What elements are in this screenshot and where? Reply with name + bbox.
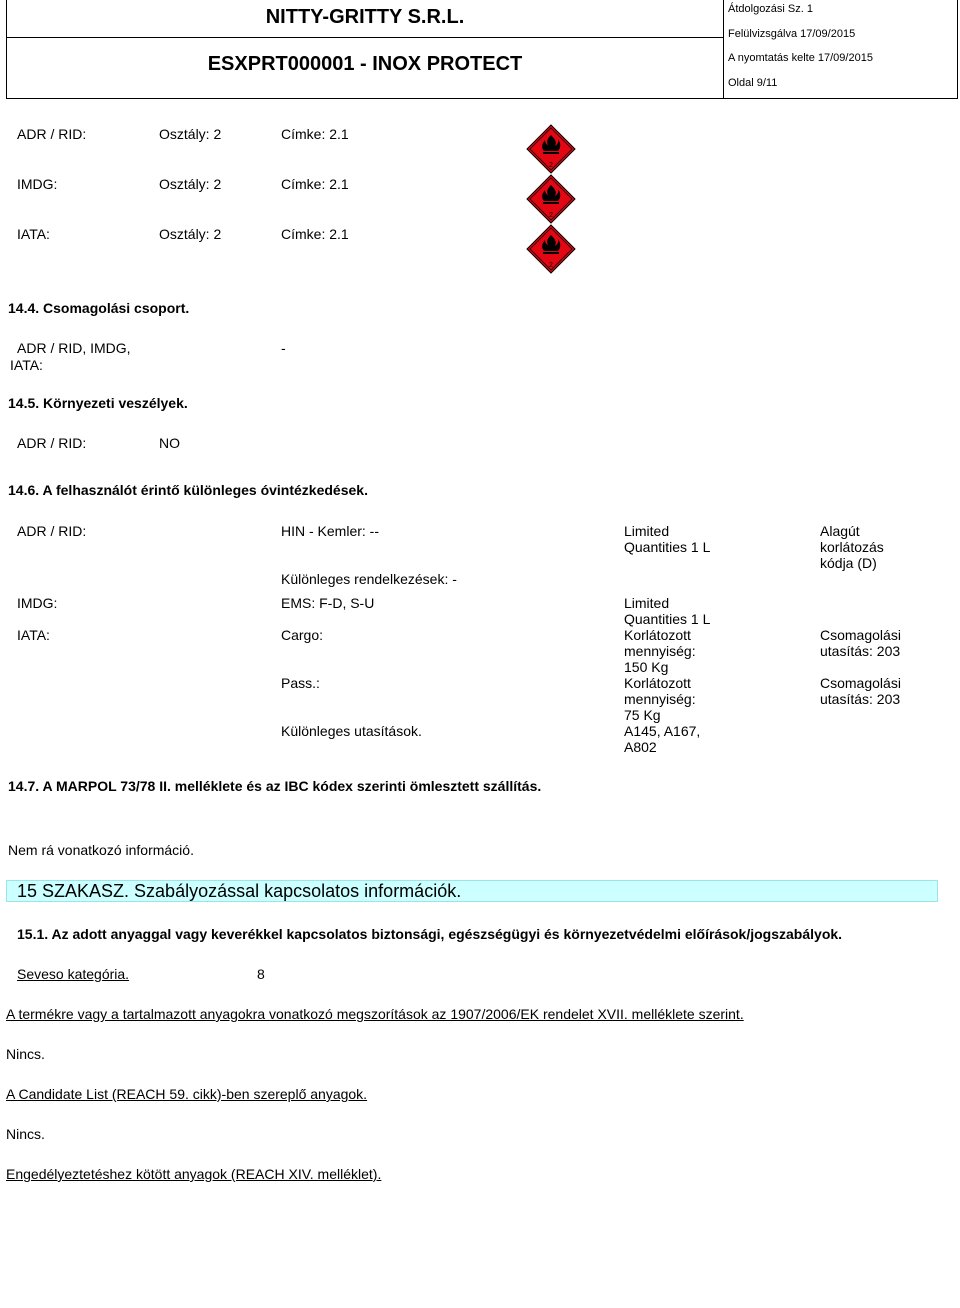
iata-special-instructions-label: Különleges utasítások. [281,723,422,739]
review-date: Felülvizsgálva 17/09/2015 [728,28,856,40]
transport-mode-imdg: IMDG: [17,176,58,192]
imdg-limited-quantities-l2: Quantities 1 L [624,611,711,627]
transport-label-imdg: Címke: 2.1 [281,176,349,192]
precautions-iata-mode: IATA: [17,627,50,643]
seveso-category-label: Seveso kategória. [17,966,130,982]
flammable-gas-pictogram-iata [526,224,576,274]
iata-pass-packing-l2: utasítás: 203 [820,691,901,707]
revision-number: Átdolgozási Sz. 1 [728,3,813,15]
iata-special-instructions-l1: A145, A167, [624,723,701,739]
header-divider-vertical [723,0,724,99]
precautions-imdg-mode: IMDG: [17,595,58,611]
document-header [6,0,958,99]
iata-cargo-quantity-l1: Korlátozott [624,627,691,643]
section-14-5-mode: ADR / RID: [17,435,87,451]
adr-limited-quantities-l1: Limited [624,523,670,539]
adr-tunnel-code-l3: kódja (D) [820,555,877,571]
transport-label-iata: Címke: 2.1 [281,226,349,242]
seveso-category-value: 8 [257,966,265,982]
section-15-header [6,880,938,902]
adr-hin-kemler: HIN - Kemler: -- [281,523,379,539]
adr-special-provisions: Különleges rendelkezések: - [281,571,457,587]
imdg-limited-quantities-l1: Limited [624,595,670,611]
iata-cargo-packing-l1: Csomagolási [820,627,901,643]
adr-tunnel-code-l2: korlátozás [820,539,884,555]
reach-restrictions-title: A termékre vagy a tartalmazott anyagokra vonatkozó megszorítások az 1907/2006/EK rendelet XVII. melléklete szerint. [6,1006,744,1022]
adr-tunnel-code-l1: Alagút [820,523,860,539]
transport-class-iata: Osztály: 2 [159,226,222,242]
company-name: NITTY-GRITTY S.R.L. [265,6,465,28]
iata-pass-quantity-l1: Korlátozott [624,675,691,691]
section-15-title: 15 SZAKASZ. Szabályozással kapcsolatos információk. [17,881,462,901]
svg-text:2: 2 [549,212,553,219]
section-14-4-mode-line2: IATA: [10,357,43,373]
environmental-hazard-value: NO [159,435,180,451]
candidate-list-title: A Candidate List (REACH 59. cikk)-ben szereplő anyagok. [6,1086,368,1102]
section-14-4-title: 14.4. Csomagolási csoport. [8,300,190,316]
transport-mode-adr: ADR / RID: [17,126,87,142]
imdg-ems: EMS: F-D, S-U [281,595,375,611]
section-14-7-title: 14.7. A MARPOL 73/78 II. melléklete és az IBC kódex szerinti ömlesztett szállítás. [8,778,542,794]
iata-special-instructions-l2: A802 [624,739,657,755]
section-14-4-mode-line1: ADR / RID, IMDG, [17,340,131,356]
transport-label-adr: Címke: 2.1 [281,126,349,142]
packing-group-value: - [281,340,286,356]
page-number: Oldal 9/11 [728,77,778,89]
iata-pass-packing-l1: Csomagolási [820,675,901,691]
header-divider-horizontal [7,37,723,38]
section-15-1-title: 15.1. Az adott anyaggal vagy keverékkel kapcsolatos biztonsági, egészségügyi és környezetvédelmi előírások/jogszabályok. [17,926,843,942]
section-14-5-title: 14.5. Környezeti veszélyek. [8,395,188,411]
iata-pass-quantity-l3: 75 Kg [624,707,661,723]
candidate-list-value: Nincs. [6,1126,45,1142]
transport-class-imdg: Osztály: 2 [159,176,222,192]
transport-class-adr: Osztály: 2 [159,126,222,142]
reach-restrictions-value: Nincs. [6,1046,45,1062]
iata-pass-label: Pass.: [281,675,320,691]
authorisation-title: Engedélyeztetéshez kötött anyagok (REACH XIV. melléklet). [6,1166,382,1182]
flammable-gas-pictogram-imdg [526,174,576,224]
section-14-7-text: Nem rá vonatkozó információ. [8,842,194,858]
iata-cargo-quantity-l3: 150 Kg [624,659,669,675]
transport-mode-iata: IATA: [17,226,50,242]
iata-cargo-quantity-l2: mennyiség: [624,643,696,659]
svg-text:2: 2 [549,262,553,269]
section-14-6-title: 14.6. A felhasználót érintő különleges óvintézkedések. [8,482,368,498]
iata-cargo-label: Cargo: [281,627,324,643]
iata-pass-quantity-l2: mennyiség: [624,691,696,707]
iata-cargo-packing-l2: utasítás: 203 [820,643,901,659]
adr-limited-quantities-l2: Quantities 1 L [624,539,711,555]
flammable-gas-pictogram-adr [526,124,576,174]
svg-text:2: 2 [549,162,553,169]
precautions-adr-mode: ADR / RID: [17,523,87,539]
print-date: A nyomtatás kelte 17/09/2015 [728,52,873,64]
product-name: ESXPRT000001 - INOX PROTECT [207,53,523,75]
